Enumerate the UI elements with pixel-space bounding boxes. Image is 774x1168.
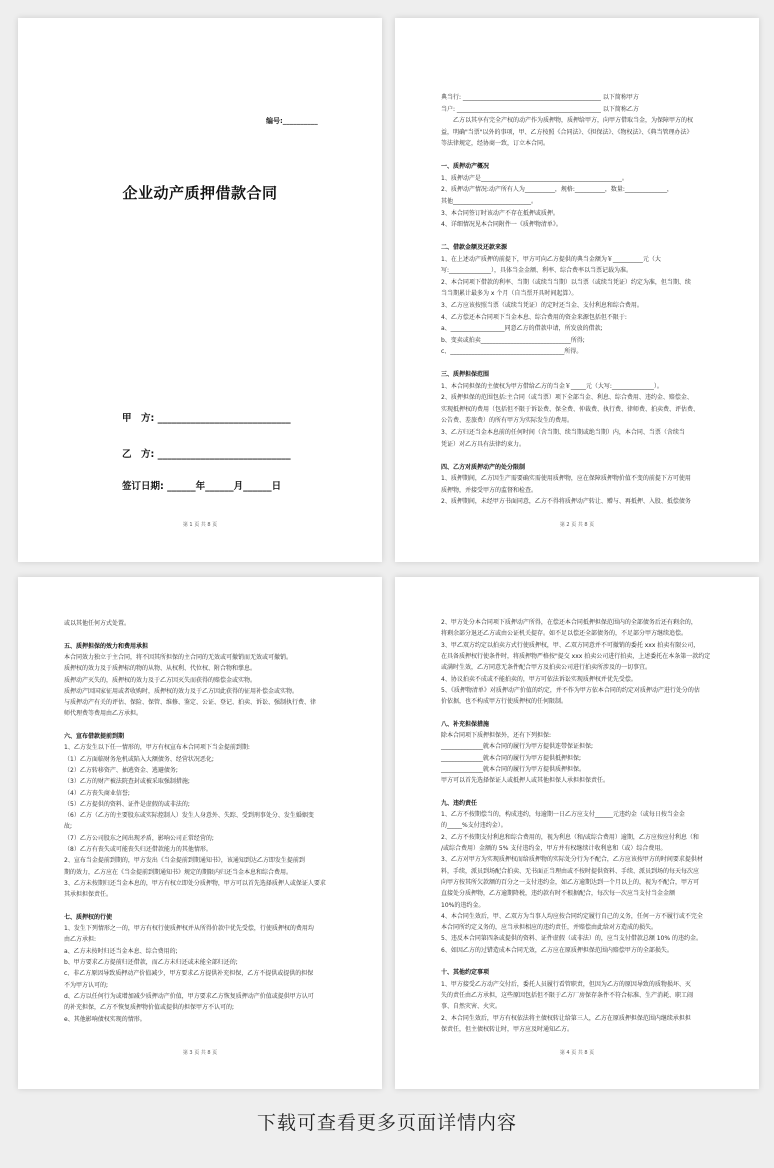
body-text-line: 4、协议拍卖不成或不能拍卖的，甲方可依法诉讼实现质押权并优先受偿。 [441,675,637,683]
body-text-line: 5、违反本合同第四条或提供的资料、证件虚假（或非法）的，应当支付借款总额 10% 的违约金。 [441,935,702,943]
body-text-line: 3、甲乙双方约定以拍卖方式行使质押权，甲、乙双方同意并不可撤销的委托 xxx 拍卖有限公司， [441,641,700,649]
body-text-line: 故; [64,823,73,831]
body-text-line: （6）乙方（乙方的主要股东或实际控制人）发生人身意外、失踪、受到刑事处分、发生婚姻变 [64,812,314,820]
body-text-line: c、______________________________________所得。 [441,348,583,356]
body-text-line: a、__________________同意乙方的借款申请，所发放的借款; [441,325,603,332]
contract-title: 企业动产质押借款合同 [122,184,278,202]
body-text-line: 或以其他任何方式处置。 [64,620,131,627]
body-text-line: ______________就本合同的履行为甲方提供质押担保。 [441,765,586,773]
download-more-text: 下载可查看更多页面详情内容 [256,1112,517,1134]
body-text-line: 价依据，也不构成甲方行使质押权的任何限制。 [441,698,568,706]
body-text-line: 3、乙方归还当金本息前的任何时间（含当期、续当期或绝当期）内，本合同、当票（含续当 [441,429,685,436]
body-text-line: 2、乙方不按期支付利息和综合费用的，视为利息（和/或综合费用）逾期，乙方应按应付利息（和 [441,833,699,841]
body-text-line: 质押动产因国家征用或者收购时，质押权的效力及于乙方因此获得的征用补偿金或实物。 [64,687,299,695]
document-page-1 [18,18,382,562]
body-text-line: （3）乙方的财产被法院查封或被采取强制措施; [64,778,190,786]
body-text-line: e、其他影响债权实现的情形。 [64,1015,146,1023]
body-text-line: 向甲方按其所欠款额的百分之一支付违约金，如乙方逾期达到一个月以上的，视为不配合，甲方可 [441,878,700,886]
body-text-line: 6、如因乙方的过错造成本合同无效，乙方应在原质押担保范围内赔偿甲方的全部损失。 [441,946,673,954]
body-text-line: 写:______________），具体当金金额、利率、综合费率以当票记载为准。 [441,267,633,275]
body-text-line: （4）乙方丧失商业信誉; [64,789,130,797]
body-text-line: 本合同所约定义务的，应当承担相应的违约责任，并赔偿由此给对方造成的损失。 [441,924,658,932]
body-text-line: 直接处分质押物，乙方逾期降税，违约款有时不根据配合，每次每一次应当支付当金金额 [441,890,676,898]
body-text-line: 4、乙方偿还本合同项下当金本息、综合费用的资金来源包括但不限于: [441,313,627,321]
section-heading: 九、违约责任 [441,799,478,807]
section-heading: 二、借款金额及还款来源 [441,244,508,252]
body-text-line: 除本合同项下质押担保外，还有下列担保: [441,732,552,739]
body-text-line: 10%的违约金。 [441,901,485,909]
body-text-line: （5）乙方提供的资料、证件是虚假的或非法的; [64,800,190,808]
page-number: 第 4 页 共 8 页 [559,1050,595,1056]
body-text-line: 1、在上述动产质押的前提下，甲方可向乙方提供的典当金额为￥__________元（大 [441,255,661,263]
body-text-line: 乙方以其享有完全产权的动产作为质押物，质押给甲方，向甲方借取当金，为保障甲方的权 [441,117,694,125]
body-text-line: 当当期累计最多为 x 个月（自当票开具时间起算）。 [441,290,578,298]
section-heading: 三、质押担保范围 [441,371,490,379]
body-text-line: ______________就本合同的履行为甲方提供抵押担保; [441,754,582,762]
body-text-line: 质押动产灭失的，质押权的效力及于乙方因灭失而获得的赔偿金或实物。 [64,676,257,684]
body-text-line: 4、本合同生效后，甲、乙双方为当事人均应按合同约定履行自己的义务，任何一方不履行或不完全 [441,912,703,920]
body-text-line: （1）乙方面临财务危机或陷入大额债务、经营状况恶化; [64,755,214,763]
body-text-line: 等法律规定，经协商一致，订立本合同。 [441,140,550,148]
page-number: 第 3 页 共 8 页 [182,1050,218,1056]
section-heading: 七、质押权的行使 [64,913,113,921]
body-text-line: 期的效力，乙方应在《当金提前到期通知书》规定的期限内归还当金本息和综合费用。 [64,868,293,876]
body-text-line: /或综合费用）金额的 5% 支付违约金，甲方并有权继续计收利息和（或）综合费用。 [441,845,667,852]
body-text-line: 在具备质押权行使条件时，将质押物严格按"提交 xxx 拍卖公司进行拍卖，上述委托在本条第一款约定 [441,652,711,660]
body-text-line: 与质押动产有关的评估、保险、保管、维修、鉴定、公证、登记、拍卖、诉讼、强制执行费、律 [64,699,317,707]
section-heading: 八、补充担保措施 [441,720,490,728]
body-text-line: 益，明确"当票"以外的事项，甲、乙方按照《合同法》、《担保法》、《物权法》、《典当管理办法》 [441,128,693,136]
page-number: 第 2 页 共 8 页 [559,522,595,528]
body-text-line: 失的责任由乙方承担，这些原因包括但不限于乙方厂房保存条件不符合标准、生产消耗、职工闹 [441,991,694,999]
body-text-line: 质押权的效力及于质押标的物的从物、从权利、代位权、附合物和孳息。 [64,665,257,673]
body-text-line: 3、本合同签订时该动产不存在抵押或质押。 [441,209,559,217]
body-text-line: 2、质押动产情况:动产所有人为__________，规格:__________，数量:______________， [441,186,673,194]
body-text-line: 3、乙方应该按照当票（或续当凭证）的定时还当金、支付利息和综合费用。 [441,301,643,309]
body-text-line: b、甲方要求乙方提前归还借款，而乙方未归还或未能全部归还的; [64,959,238,966]
body-text-line: 凭证）对乙方具有法律约束力。 [441,440,526,448]
body-text-line: 事、自然灾害、火灾。 [441,1003,502,1011]
body-text-line: 2、质押担保的范围包括:主合同（或当票）项下全部当金、利息、综合费用、违约金、赔偿金、 [441,394,693,402]
body-text-line: （8）乙方有丧失或可能丧失归还借款能力的其他情形。 [64,846,212,853]
body-text-line: 3、乙方对甲方为实现质押权而给质押物的实际处分行为不配合，乙方应该按甲方的时间要求提供材 [441,856,703,864]
body-text-line: 质押物，并接受甲方的监督和检查。 [441,486,538,494]
section-heading: 六、宣布借款提前到期 [64,733,125,740]
page-number: 第 1 页 共 8 页 [182,522,218,528]
body-text-line: 3、乙方未按期归还当金本息的，甲方有权立即处分质押物，甲方可以首先选择质押人或保证人要求 [64,879,326,887]
section-heading: 一、质押动产概况 [441,163,490,171]
body-text-line: 不为甲方认可的; [64,981,109,989]
body-text-line: （7）乙方公司股东之间出现矛盾，影响公司正常经营的; [64,834,214,842]
contract-number-label: 编号:__________ [266,117,318,125]
body-text-line: 公告费、差旅费）的所有甲方为实际发生的费用。 [441,417,574,425]
body-text-line: ______________就本合同的履行为甲方提供连带保证担保; [441,743,594,751]
body-text-line: 1、乙方发生以下任一情形的，甲方有权宣布本合同项下当金提前到期: [64,744,250,752]
body-text-line: 1、质押动产是_______________________________________________。 [441,174,628,182]
body-text-line: 1、发生下列情形之一的，甲方有权行使质押权并从所得价款中优先受偿，行使质押权的费用均 [64,925,314,933]
body-text-line: 本合同效力独立于主合同，将不因其所担保的主合同的无效或可撤销而无效或可撤销。 [64,653,293,661]
section-heading: 四、乙方对质押动产的处分限制 [441,463,526,471]
body-text-line: 5、《质押物清单》对质押动产价值的约定，并不作为甲方依本合同的约定对质押动产进行处分的估 [441,686,700,694]
body-text-line: （2）乙方转移资产、抽逃资金、逃避债务; [64,766,178,774]
body-text-line: c、非乙方原因导致质押动产价值减少，甲方要求乙方提供补充担保，乙方不提供或提供的担保 [64,970,314,978]
body-text-line: 其他__________________________。 [441,197,538,205]
body-text-line: 师代理费等费用由乙方承担。 [64,710,143,718]
body-text-line: 1、本合同担保的主债权为甲方借给乙方的当金￥_____元（大写:______________）。 [441,382,663,390]
party-a-field: 甲 方: ____________________________ [122,413,291,424]
body-text-line: 1、质押期间，乙方因生产需要确实需使用质押物，应在保障质押物价值不变的前提下方可使用 [441,475,691,483]
section-heading: 五、质押担保的效力和费用承担 [64,642,149,650]
document-page-4 [395,577,759,1089]
body-text-line: 实现抵押权的费用（包括但不限于诉讼费、保全费、仲裁费、执行费、律师费、拍卖费、评估费、 [441,405,700,413]
body-text-line: 的_____%支付违约金）。 [441,822,507,830]
section-heading: 十、其他约定事项 [441,969,490,977]
document-page-3 [18,577,382,1089]
party-b-field: 乙 方: ____________________________ [122,449,291,460]
body-text-line: 当户: ________________________________________________ 以下简称乙方 [441,105,639,113]
body-text-line: d、乙方以任何行为或增加减少质押动产价值，甲方要求乙方恢复质押动产价值或提供甲方认可 [64,992,314,1000]
body-text-line: a、乙方未按时归还当金本息、综合费用的; [64,947,178,955]
body-text-line: 料，手续，派员到场配合拍卖、无书面正当理由或不按时提供资料、手续、派员到场的每天每次应 [441,867,700,875]
sign-date-field: 签订日期: ______年______月______日 [122,481,282,492]
body-text-line: 或满时生效，乙方同意无条件配合甲方及拍卖公司进行拍卖所涉及的一切事宜。 [441,664,652,672]
body-text-line: 4、详细情况见本合同附件一《质押物清单》。 [441,221,562,229]
body-text-line: 2、质押期间，未经甲方书面同意，乙方不得将质押动产转让、赠与、再抵押、入股、抵偿债务 [441,498,691,506]
body-text-line: 保责任，但主债权转让时，甲方应及时通知乙方。 [441,1025,574,1033]
document-page-2 [395,18,759,562]
body-text-line: 2、甲方处分本合同项下质押动产所得，在偿还本合同抵押担保范围内的全部债务后还有剩余的， [441,619,697,626]
body-text-line: 其承担担保责任。 [64,891,113,899]
body-text-line: 2、本合同项下借款的利率、当期（或续当当期）以当票（或续当凭证）约定为准，但当期、续 [441,278,691,286]
body-text-line: 1、甲方接受乙方动产交付后，委托人员履行看管职责，但因为乙方的原因导致的质物损坏、灭 [441,980,691,988]
body-text-line: 2、本合同生效后，甲方有权依法将主债权转让给第三人，乙方在原质押担保范围内继续承担担 [441,1014,691,1022]
body-text-line: 甲方可以首先选择保证人或抵押人或其他担保人承担担保责任。 [441,777,610,785]
body-text-line: 将剩余部分退还乙方或由公证机关提存。如不足以偿还全部债务的，不足部分甲方继续追偿。 [441,630,688,638]
body-text-line: b、变卖或拍卖______________________________所得; [441,336,585,344]
body-text-line: 2、宣布当金提前到期的，甲方发出《当金提前到期通知书》，该通知到达乙方即发生提前到 [64,857,305,865]
body-text-line: 1、乙方不按期偿当的，构成违约，每逾期一日乙方应支付______元违约金（或每日按当金金 [441,811,685,819]
body-text-line: 典当行: ______________________________________________ 以下简称甲方 [441,94,639,101]
body-text-line: 由乙方承担: [64,936,97,944]
body-text-line: 的补充担保，乙方不恢复质押物价值或提供的担保甲方不认可的; [64,1004,235,1012]
